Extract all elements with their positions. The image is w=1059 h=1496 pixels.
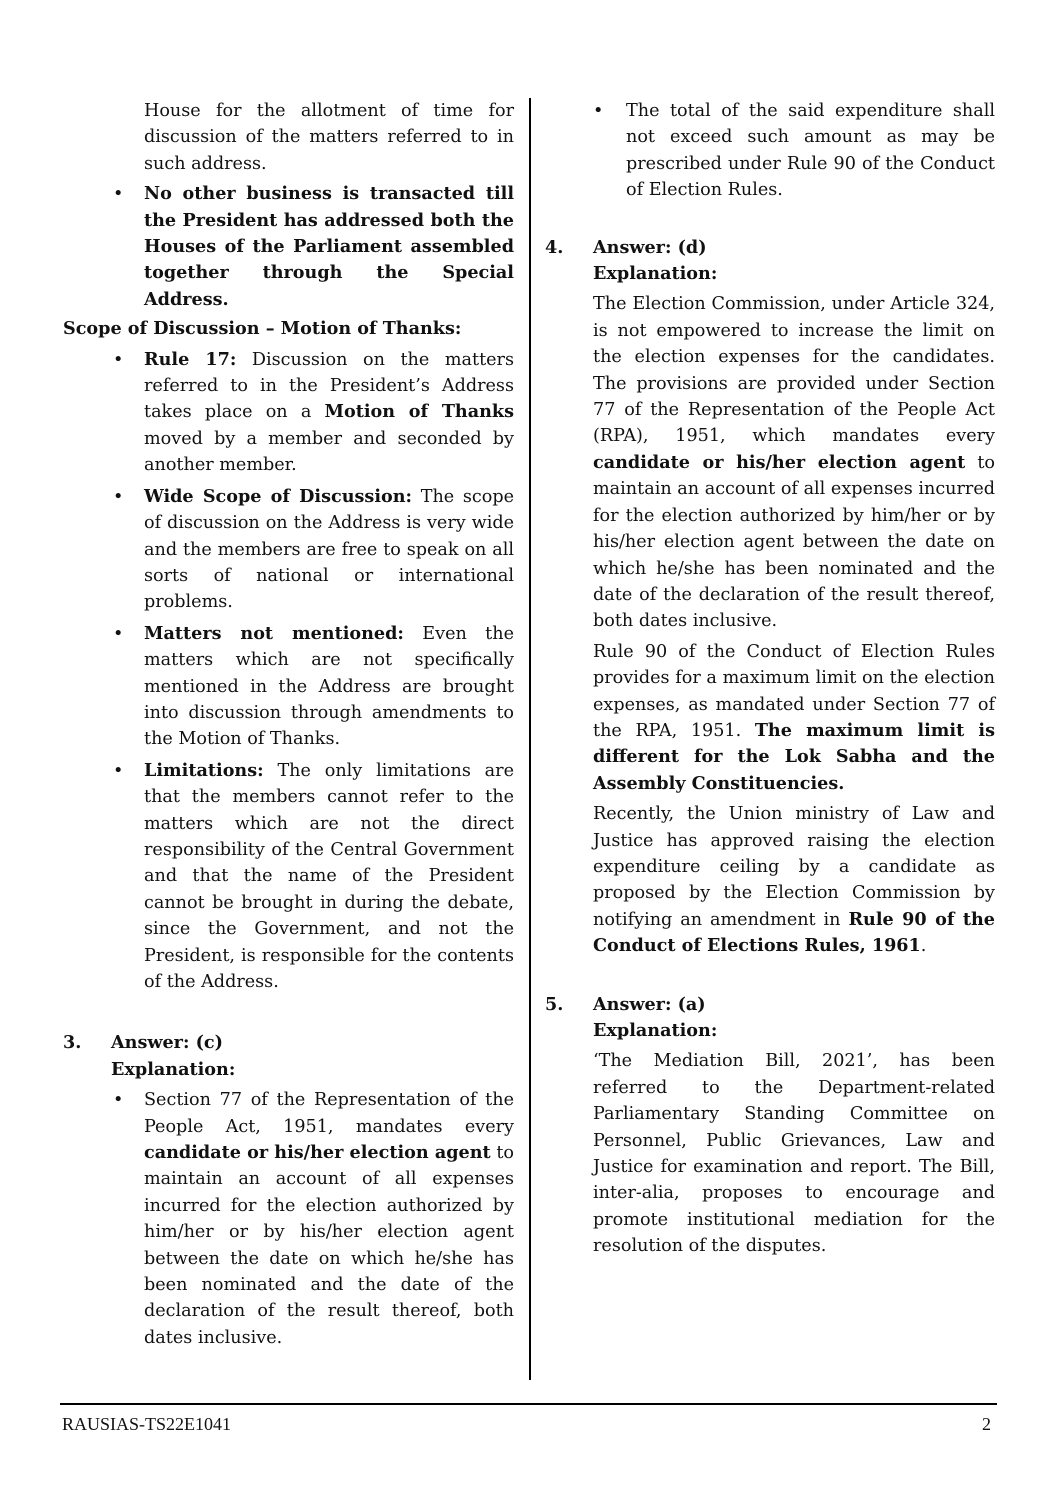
bullet-icon: • [113, 1090, 124, 1111]
footer-code: RAUSIAS-TS22E1041 [62, 1414, 232, 1434]
list-item: • Rule 17: Discussion on the matters referred to in the President’s Address takes place on a Motion of Thanks moved by a member and seconded by another member. [113, 348, 514, 476]
continued-text: House for the allotment of time for discussion of the matters referred to in such address. [144, 101, 514, 174]
explanation-paragraph: Recently, the Union ministry of Law and Justice has approved raising the election expenditure ceiling by a candidate as proposed by the Election Commission by notifying an amendment in Rule 90 of the Conduct of Elections Rules, 1961. [593, 804, 995, 957]
explanation-label: Explanation: [593, 1020, 718, 1041]
explanation-label: Explanation: [111, 1058, 236, 1080]
bullet-icon: • [593, 101, 604, 121]
bullet-icon: • [113, 349, 124, 370]
question-3-answer: 3. Answer: (c) [63, 1030, 514, 1056]
scope-heading: Scope of Discussion – Motion of Thanks: [63, 318, 462, 340]
explanation-paragraph: The Election Commission, under Article 324, is not empowered to increase the limit on the election expenses for the candidates. The provisions are provided under Section 77 of the Representation of the People Act (RPA), 1951, which mandates every candidate or his/her election agent to maintain an account of all expenses incurred for the election authorized by him/her or by his/her election agent between the date on which he/she has been nominated and the date of the declaration of the result thereof, both dates inclusive. [593, 294, 995, 632]
bullet-icon: • [113, 486, 124, 507]
list-item: • Section 77 of the Representation of the People Act, 1951, mandates every candidate or his/her election agent to maintain an account of all expenses incurred for the election authorized by him/her or by his/her election agent between the date on which he/she has been nominated and the date of the declaration of the result thereof, both dates inclusive. [63, 1087, 514, 1351]
bullet-icon: • [113, 760, 124, 781]
question-4-answer: 4. Answer: (d) [545, 235, 995, 261]
page-number: 2 [982, 1414, 991, 1434]
question-number: 3. [63, 1032, 82, 1054]
question-number: 5. [545, 993, 564, 1015]
list-item: • Matters not mentioned: Even the matters which are not specifically mentioned in the Address are brought into discussion through amendments to the Motion of Thanks. [113, 622, 514, 750]
footer-rule [60, 1403, 997, 1405]
bold-statement: No other business is transacted till the President has addressed both the Houses of the Parliament assembled together through the Special Address. [144, 183, 514, 310]
bullet-list [545, 98, 995, 204]
explanation-paragraph: Rule 90 of the Conduct of Election Rules provides for a maximum limit on the election expenses, as mandated under Section 77 of the RPA, 1951. The maximum limit is different for the Lok Sabha and the Assembly Constituencies. [593, 641, 995, 794]
bullet-list [63, 181, 514, 313]
explanation-label: Explanation: [593, 263, 718, 285]
scope-list [63, 347, 514, 996]
question-number: 4. [545, 236, 564, 258]
bullet-icon: • [113, 623, 124, 644]
list-item: • The total of the said expenditure shall not exceed such amount as may be prescribed under Rule 90 of the Conduct of Election Rules. [545, 98, 995, 204]
left-column [63, 98, 514, 1356]
column-divider [529, 98, 531, 1380]
right-column [545, 98, 995, 1264]
question-5-answer: 5. Answer: (a) [545, 992, 995, 1018]
explanation-paragraph: ‘The Mediation Bill, 2021’, has been referred to the Department-related Parliamentary Standing Committee on Personnel, Public Grievances, Law and Justice for examination and report. The Bill, inter-alia, proposes to encourage and promote institutional mediation for the resolution of the disputes. [593, 1051, 995, 1257]
list-item [63, 181, 514, 313]
list-item: • Wide Scope of Discussion: The scope of discussion on the Address is very wide and the members are free to speak on all sorts of national or international problems. [113, 485, 515, 613]
explanation-list [63, 1087, 514, 1351]
list-item: • Limitations: The only limitations are that the members cannot refer to the matters which are not the direct responsibility of the Central Government and that the name of the President cannot be brought in during the debate, since the Government, and not the President, is responsible for the contents of the Address. [113, 759, 514, 992]
bullet-icon: • [113, 184, 124, 205]
